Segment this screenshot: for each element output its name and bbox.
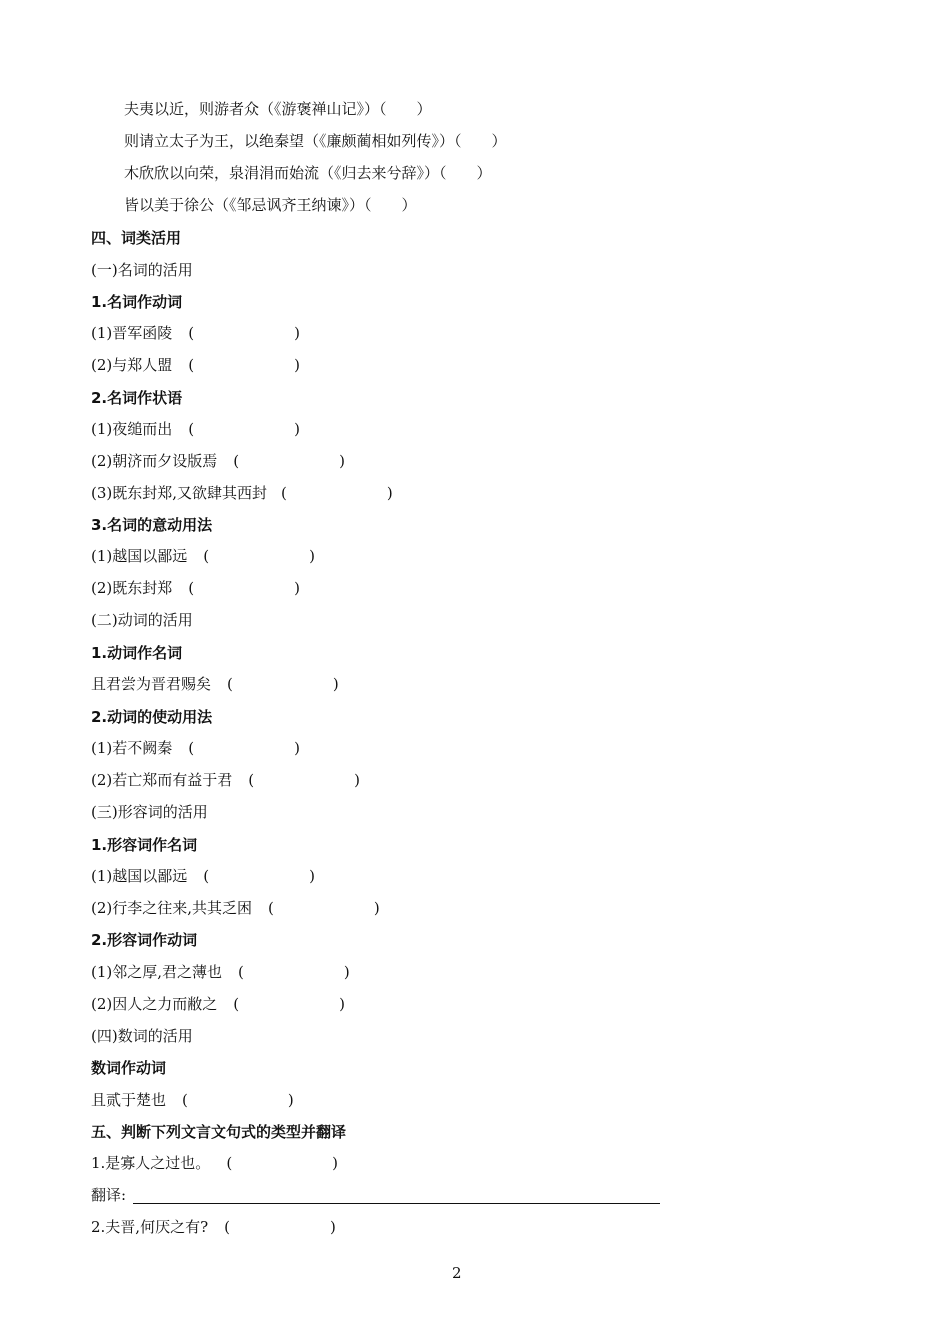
question-item: (1)邻之厚,君之薄也 ( ) (91, 963, 350, 981)
question-item: (1)越国以鄙远 ( ) (91, 867, 315, 885)
heading-noun-as-verb: 1.名词作动词 (91, 293, 183, 311)
question-item: 1.是寡人之过也。 ( ) (91, 1154, 339, 1172)
question-item: (2)因人之力而敝之 ( ) (91, 995, 345, 1013)
heading-adjective-as-verb: 2.形容词作动词 (91, 931, 198, 949)
translate-label: 翻译: (91, 1186, 127, 1204)
example-sentence-3: 木欣欣以向荣，泉涓涓而始流（《归去来兮辞》）（ ） (124, 164, 492, 182)
page-number: 2 (452, 1264, 462, 1282)
subsection-adjective: (三)形容词的活用 (91, 803, 208, 821)
question-item: (1)晋军函陵 ( ) (91, 324, 300, 342)
heading-numeral-as-verb: 数词作动词 (91, 1059, 167, 1077)
subsection-numeral: (四)数词的活用 (91, 1027, 193, 1045)
question-item: 2.夫晋,何厌之有? ( ) (91, 1218, 336, 1236)
question-item: (1)夜缒而出 ( ) (91, 420, 300, 438)
heading-adjective-as-noun: 1.形容词作名词 (91, 836, 198, 854)
example-sentence-1: 夫夷以近，则游者众（《游褒禅山记》）（ ） (124, 100, 432, 118)
translation-field[interactable] (133, 1203, 660, 1204)
heading-verb-causative: 2.动词的使动用法 (91, 708, 213, 726)
question-item: (2)若亡郑而有益于君 ( ) (91, 771, 360, 789)
question-item: (2)与郑人盟 ( ) (91, 356, 300, 374)
subsection-noun: (一)名词的活用 (91, 261, 193, 279)
question-item: (1)若不阙秦 ( ) (91, 739, 300, 757)
question-item: (2)既东封郑 ( ) (91, 579, 300, 597)
question-item: 且贰于楚也 ( ) (91, 1091, 294, 1109)
subsection-verb: (二)动词的活用 (91, 611, 193, 629)
question-item: (3)既东封郑,又欲肆其西封 ( ) (91, 484, 393, 502)
question-item: (1)越国以鄙远 ( ) (91, 547, 315, 565)
example-sentence-2: 则请立太子为王，以绝秦望（《廉颇蔺相如列传》）（ ） (124, 132, 507, 150)
section-5-title: 五、判断下列文言文句式的类型并翻译 (91, 1123, 347, 1141)
question-item: (2)朝济而夕设版焉 ( ) (91, 452, 345, 470)
heading-verb-as-noun: 1.动词作名词 (91, 644, 183, 662)
example-sentence-4: 皆以美于徐公（《邹忌讽齐王纳谏》）（ ） (124, 196, 417, 214)
section-4-title: 四、词类活用 (91, 229, 182, 247)
heading-noun-as-adverbial: 2.名词作状语 (91, 389, 183, 407)
question-item: 且君尝为晋君赐矣 ( ) (91, 675, 339, 693)
question-item: (2)行李之往来,共其乏困 ( ) (91, 899, 380, 917)
heading-noun-putative: 3.名词的意动用法 (91, 516, 213, 534)
